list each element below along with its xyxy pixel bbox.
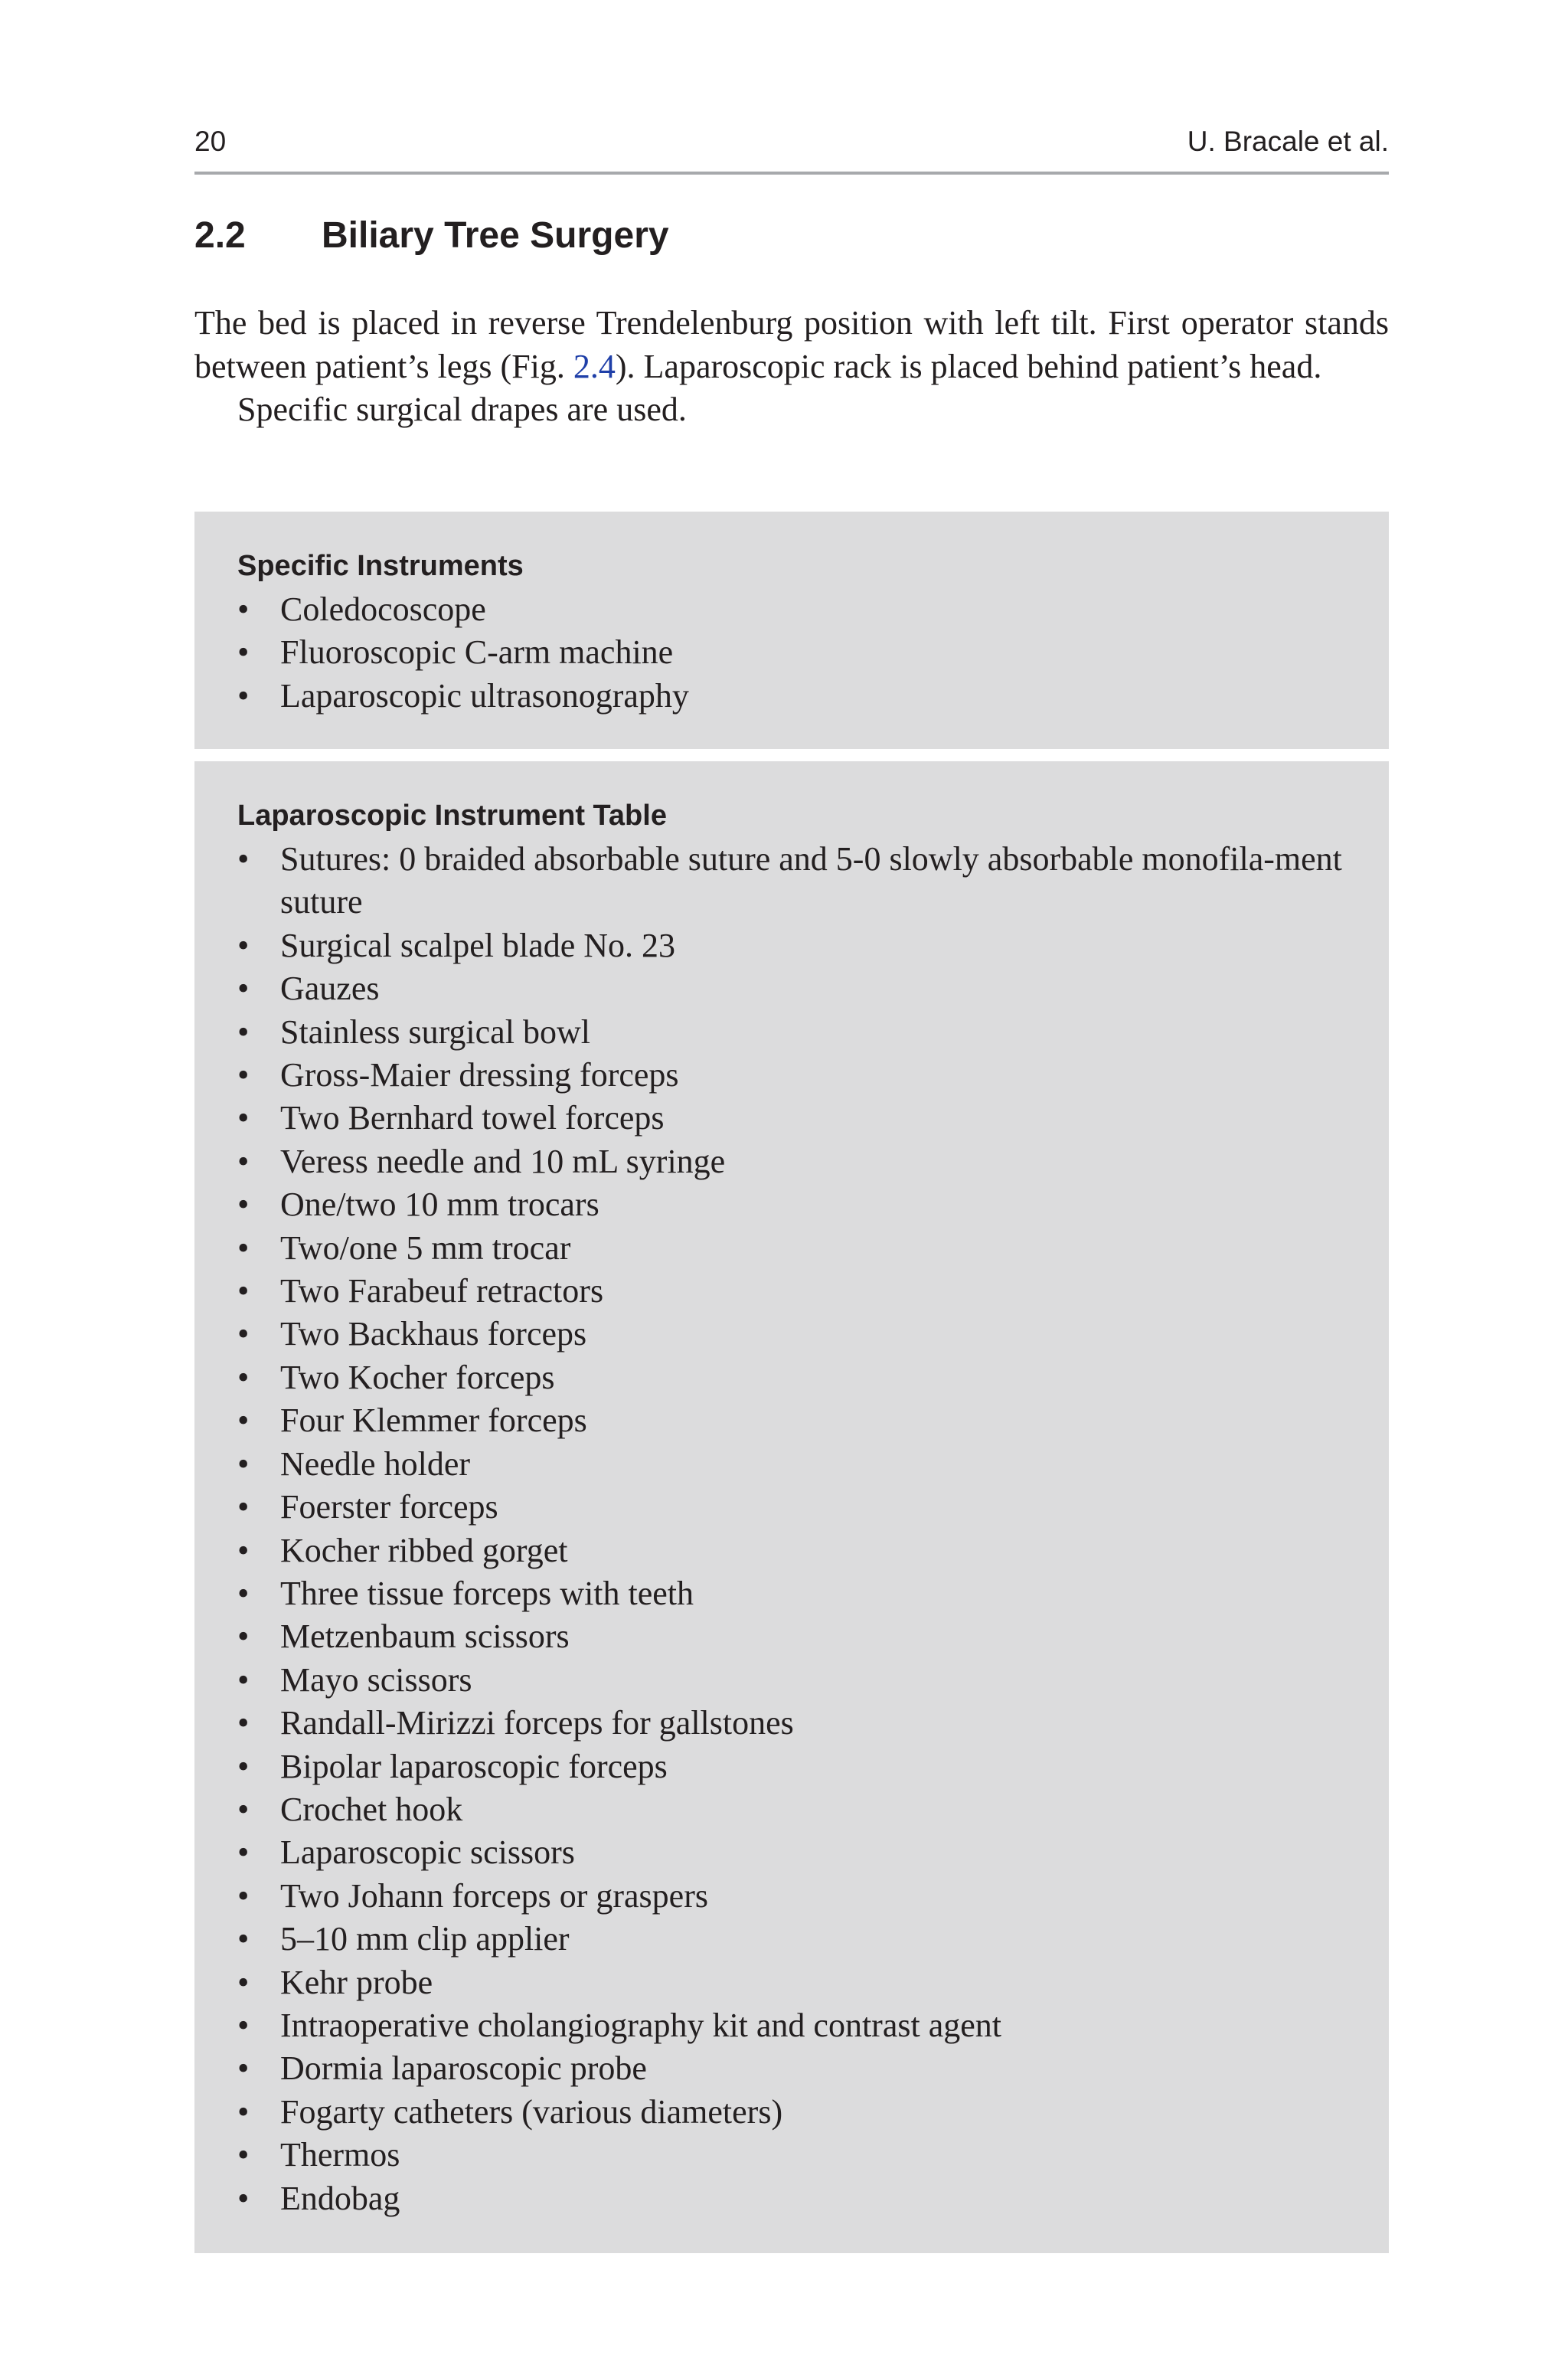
running-head-authors: U. Bracale et al. bbox=[1187, 126, 1389, 157]
list-item: • Crochet hook bbox=[237, 1788, 1346, 1831]
list-item: • One/two 10 mm trocars bbox=[237, 1183, 1346, 1226]
body-text bbox=[194, 302, 1389, 432]
list-item: • 5–10 mm clip applier bbox=[237, 1918, 1346, 1961]
list-item: • Two Bernhard towel forceps bbox=[237, 1097, 1346, 1140]
paragraph-drapes: Specific surgical drapes are used. bbox=[237, 391, 687, 428]
list-item: • Foerster forceps bbox=[237, 1486, 1346, 1529]
list-item: • Sutures: 0 braided absorbable suture and 5-0 slowly absorbable monofila-ment suture bbox=[237, 838, 1346, 924]
paragraph-text-start: The bed is placed in reverse Trendelenburg position with left tilt. First operator stands between patient’s legs (Fig. bbox=[194, 304, 1389, 385]
section-title: Biliary Tree Surgery bbox=[322, 215, 669, 256]
list-item: • Needle holder bbox=[237, 1443, 1346, 1486]
list-item: • Dormia laparoscopic probe bbox=[237, 2047, 1346, 2090]
section-heading bbox=[194, 211, 1389, 260]
list-item: • Surgical scalpel blade No. 23 bbox=[237, 924, 1346, 967]
list-item: • Stainless surgical bowl bbox=[237, 1011, 1346, 1054]
list-item: • Four Klemmer forceps bbox=[237, 1399, 1346, 1442]
section-number: 2.2 bbox=[194, 215, 246, 256]
list-item: • Fluoroscopic C-arm machine bbox=[237, 631, 1346, 674]
list-item: • Thermos bbox=[237, 2134, 1346, 2177]
specific-instruments-list bbox=[237, 588, 1346, 718]
instrument-table-list bbox=[237, 838, 1346, 2220]
figure-link[interactable]: 2.4 bbox=[573, 347, 616, 385]
list-item: • Bipolar laparoscopic forceps bbox=[237, 1745, 1346, 1788]
list-item: • Kocher ribbed gorget bbox=[237, 1529, 1346, 1572]
list-item: • Fogarty catheters (various diameters) bbox=[237, 2091, 1346, 2134]
running-head bbox=[194, 123, 1389, 161]
list-item: • Three tissue forceps with teeth bbox=[237, 1572, 1346, 1615]
list-item: • Metzenbaum scissors bbox=[237, 1615, 1346, 1658]
specific-instruments-title: Specific Instruments bbox=[237, 550, 524, 582]
list-item: • Laparoscopic ultrasonography bbox=[237, 675, 1346, 718]
list-item: • Endobag bbox=[237, 2177, 1346, 2220]
list-item: • Intraoperative cholangiography kit and contrast agent bbox=[237, 2004, 1346, 2047]
list-item: • Two Farabeuf retractors bbox=[237, 1270, 1346, 1313]
list-item: • Two Kocher forceps bbox=[237, 1356, 1346, 1399]
specific-instruments-box bbox=[194, 512, 1389, 749]
list-item: • Gross-Maier dressing forceps bbox=[237, 1054, 1346, 1097]
header-rule bbox=[194, 172, 1389, 175]
paragraph-positioning bbox=[194, 302, 1389, 388]
list-item: • Two Johann forceps or graspers bbox=[237, 1875, 1346, 1918]
list-item: • Randall-Mirizzi forceps for gallstones bbox=[237, 1702, 1346, 1745]
list-item: • Coledocoscope bbox=[237, 588, 1346, 631]
list-item: • Gauzes bbox=[237, 967, 1346, 1010]
page-number: 20 bbox=[194, 126, 227, 157]
list-item: • Veress needle and 10 mL syringe bbox=[237, 1140, 1346, 1183]
list-item: • Mayo scissors bbox=[237, 1659, 1346, 1702]
paragraph-text-end: ). Laparoscopic rack is placed behind patient’s head. bbox=[615, 347, 1322, 385]
instrument-table-box bbox=[194, 761, 1389, 2253]
list-item: • Two Backhaus forceps bbox=[237, 1313, 1346, 1356]
list-item: • Two/one 5 mm trocar bbox=[237, 1227, 1346, 1270]
list-item: • Kehr probe bbox=[237, 1961, 1346, 2004]
instrument-table-title: Laparoscopic Instrument Table bbox=[237, 800, 667, 832]
list-item: • Laparoscopic scissors bbox=[237, 1831, 1346, 1874]
